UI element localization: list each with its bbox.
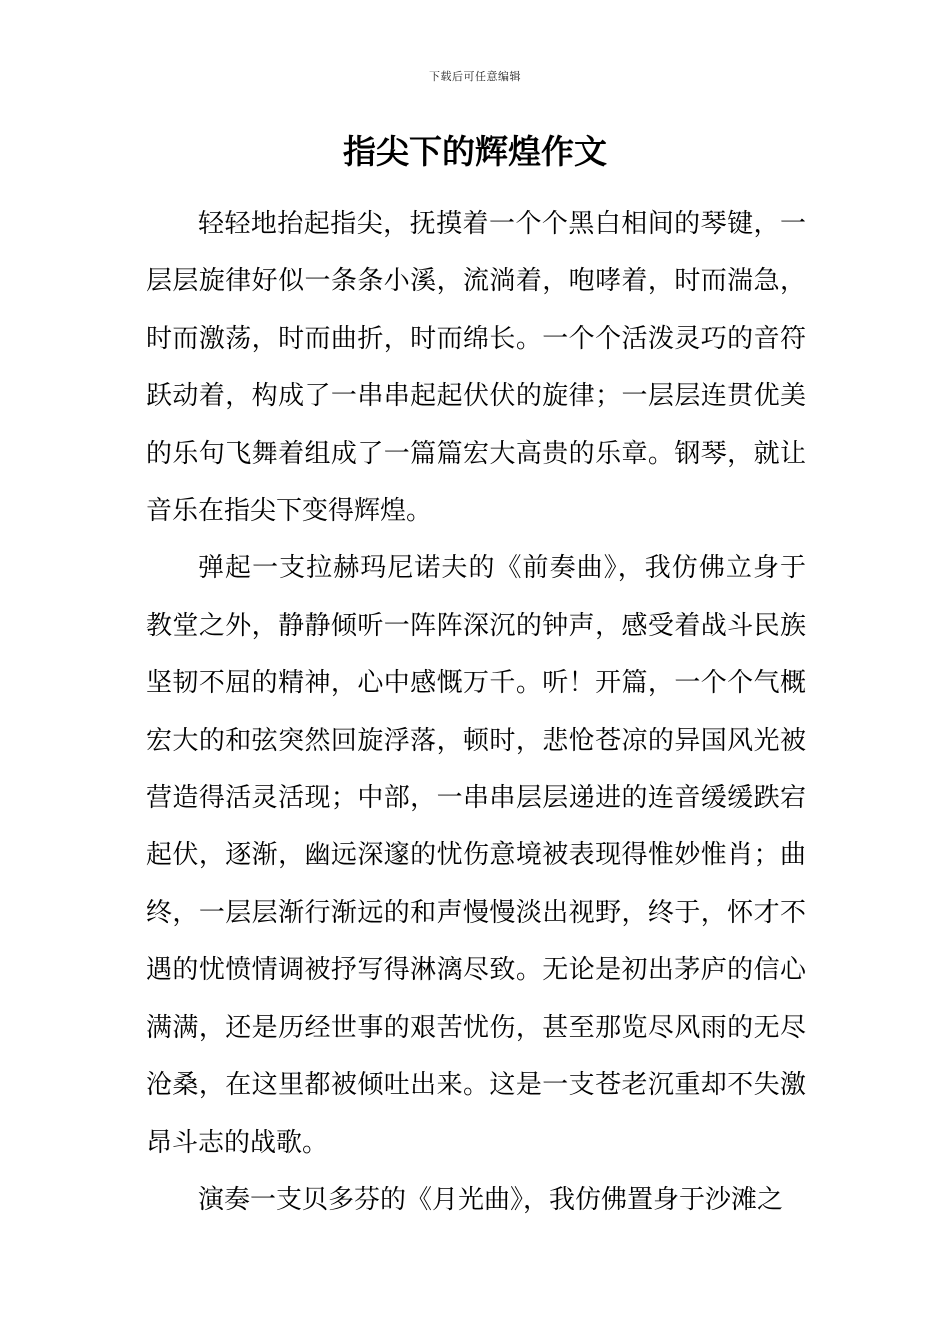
page-header-note: 下载后可任意编辑 bbox=[429, 70, 521, 83]
paragraph-2: 弹起一支拉赫玛尼诺夫的《前奏曲》，我仿佛立身于教堂之外，静静倾听一阵阵深沉的钟声，感受着战斗民族坚韧不屈的精神，心中感慨万千。听！开篇，一个个气概宏大的和弦突然回旋浮落，顿时，悲怆苍凉的异国风光被营造得活灵活现；中部，一串串层层递进的连音缓缓跌宕起伏，逐渐，幽远深邃的忧伤意境被表现得惟妙惟肖；曲终，一层层渐行渐远的和声慢慢淡出视野，终于，怀才不遇的忧愤情调被抒写得淋漓尽致。无论是初出茅庐的信心满满，还是历经世事的艰苦忧伤，甚至那览尽风雨的无尽沧桑，在这里都被倾吐出来。这是一支苍老沉重却不失激昂斗志的战歌。 bbox=[146, 553, 806, 1158]
article-body bbox=[146, 196, 806, 1229]
paragraph-1: 轻轻地抬起指尖，抚摸着一个个黑白相间的琴键，一层层旋律好似一条条小溪，流淌着，咆哮着，时而湍急，时而激荡，时而曲折，时而绵长。一个个活泼灵巧的音符跃动着，构成了一串串起起伏伏的旋律；一层层连贯优美的乐句飞舞着组成了一篇篇宏大高贵的乐章。钢琴，就让音乐在指尖下变得辉煌。 bbox=[146, 209, 806, 527]
document-title: 指尖下的辉煌作文 bbox=[343, 132, 607, 171]
paragraph-3: 演奏一支贝多芬的《月光曲》，我仿佛置身于沙滩之 bbox=[198, 1184, 784, 1215]
